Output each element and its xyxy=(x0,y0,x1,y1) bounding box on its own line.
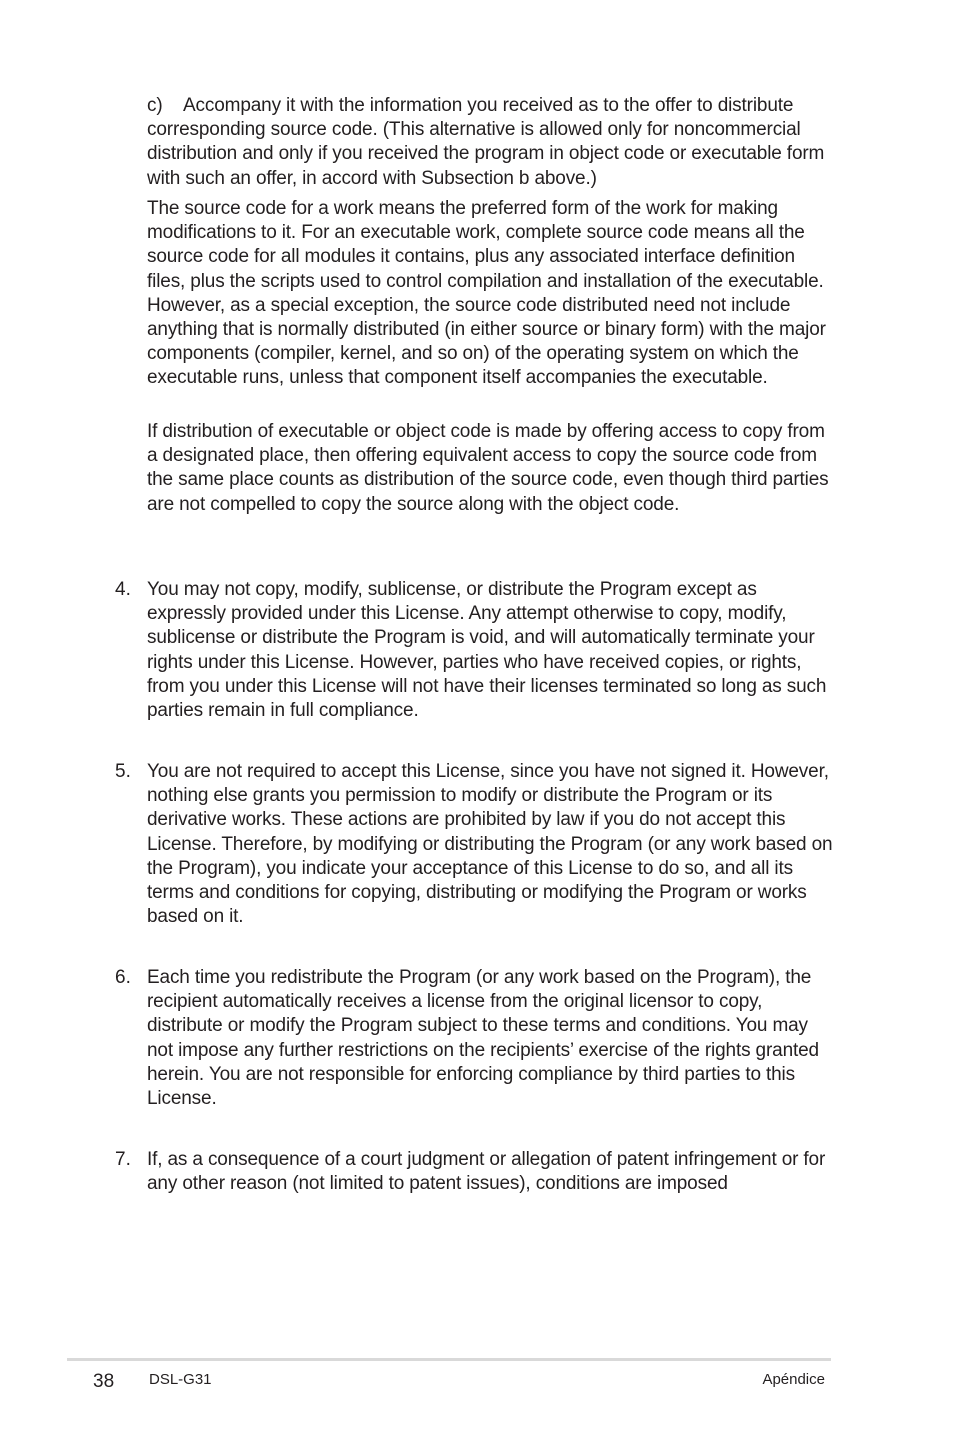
item-3c-text: Accompany it with the information you received as to the offer to distribute corresponding source code. (This alternative is allowed only for noncommercial distribution and only if you received the program in object code or executable form with such an offer, in accord with Subsection b above.) xyxy=(147,95,825,189)
item-7-number: 7. xyxy=(115,1149,131,1170)
item-4-number: 4. xyxy=(115,579,131,600)
item-5-number: 5. xyxy=(115,761,131,782)
item-5-text: You are not required to accept this License, since you have not signed it. However, nothing else grants you permission to modify or distribute the Program or its derivative works. These actions are prohibited by law if you do not accept this License. Therefore, by modifying or distributing the Program (or any work based on the Program), you indicate your acceptance of this License to do so, and all its terms and conditions for copying, distributing or modifying the Program or works based on it. xyxy=(147,761,833,928)
distribution-paragraph: If distribution of executable or object code is made by offering access to copy from a designated place, then offering equivalent access to copy the source code from the same place counts as distribution of the source code, even though third parties are not compelled to copy the source along with the object code. xyxy=(147,421,829,515)
page-number: 38 xyxy=(93,1371,115,1392)
item-6-number: 6. xyxy=(115,967,131,988)
item-6-text: Each time you redistribute the Program (or any work based on the Program), the recipient automatically receives a license from the original licensor to copy, distribute or modify the Program subject to these terms and conditions. You may not impose any further restrictions on the recipients’ exercise of the rights granted herein. You are not responsible for enforcing compliance by third parties to this License. xyxy=(147,967,819,1110)
item-3c-marker: c) xyxy=(147,95,163,116)
footer-model: DSL-G31 xyxy=(149,1371,212,1388)
footer-divider xyxy=(67,1358,831,1361)
item-3c-paragraph xyxy=(147,94,837,191)
item-4-text: You may not copy, modify, sublicense, or distribute the Program except as expressly provided under this License. Any attempt otherwise to copy, modify, sublicense or distribute the Program is void, and will automatically terminate your rights under this License. However, parties who have received copies, or rights, from you under this License will not have their licenses terminated so long as such parties remain in full compliance. xyxy=(147,579,827,722)
source-code-paragraph: The source code for a work means the preferred form of the work for making modifications to it. For an executable work, complete source code means all the source code for all modules it contains, plus any associated interface definition files, plus the scripts used to control compilation and installation of the executable. However, as a special exception, the source code distributed need not include anything that is normally distributed (in either source or binary form) with the major components (compiler, kernel, and so on) of the operating system on which the executable runs, unless that component itself accompanies the executable. xyxy=(147,198,826,389)
footer-section: Apéndice xyxy=(762,1371,825,1388)
item-7-text: If, as a consequence of a court judgment or allegation of patent infringement or for any other reason (not limited to patent issues), conditions are imposed xyxy=(147,1149,826,1195)
